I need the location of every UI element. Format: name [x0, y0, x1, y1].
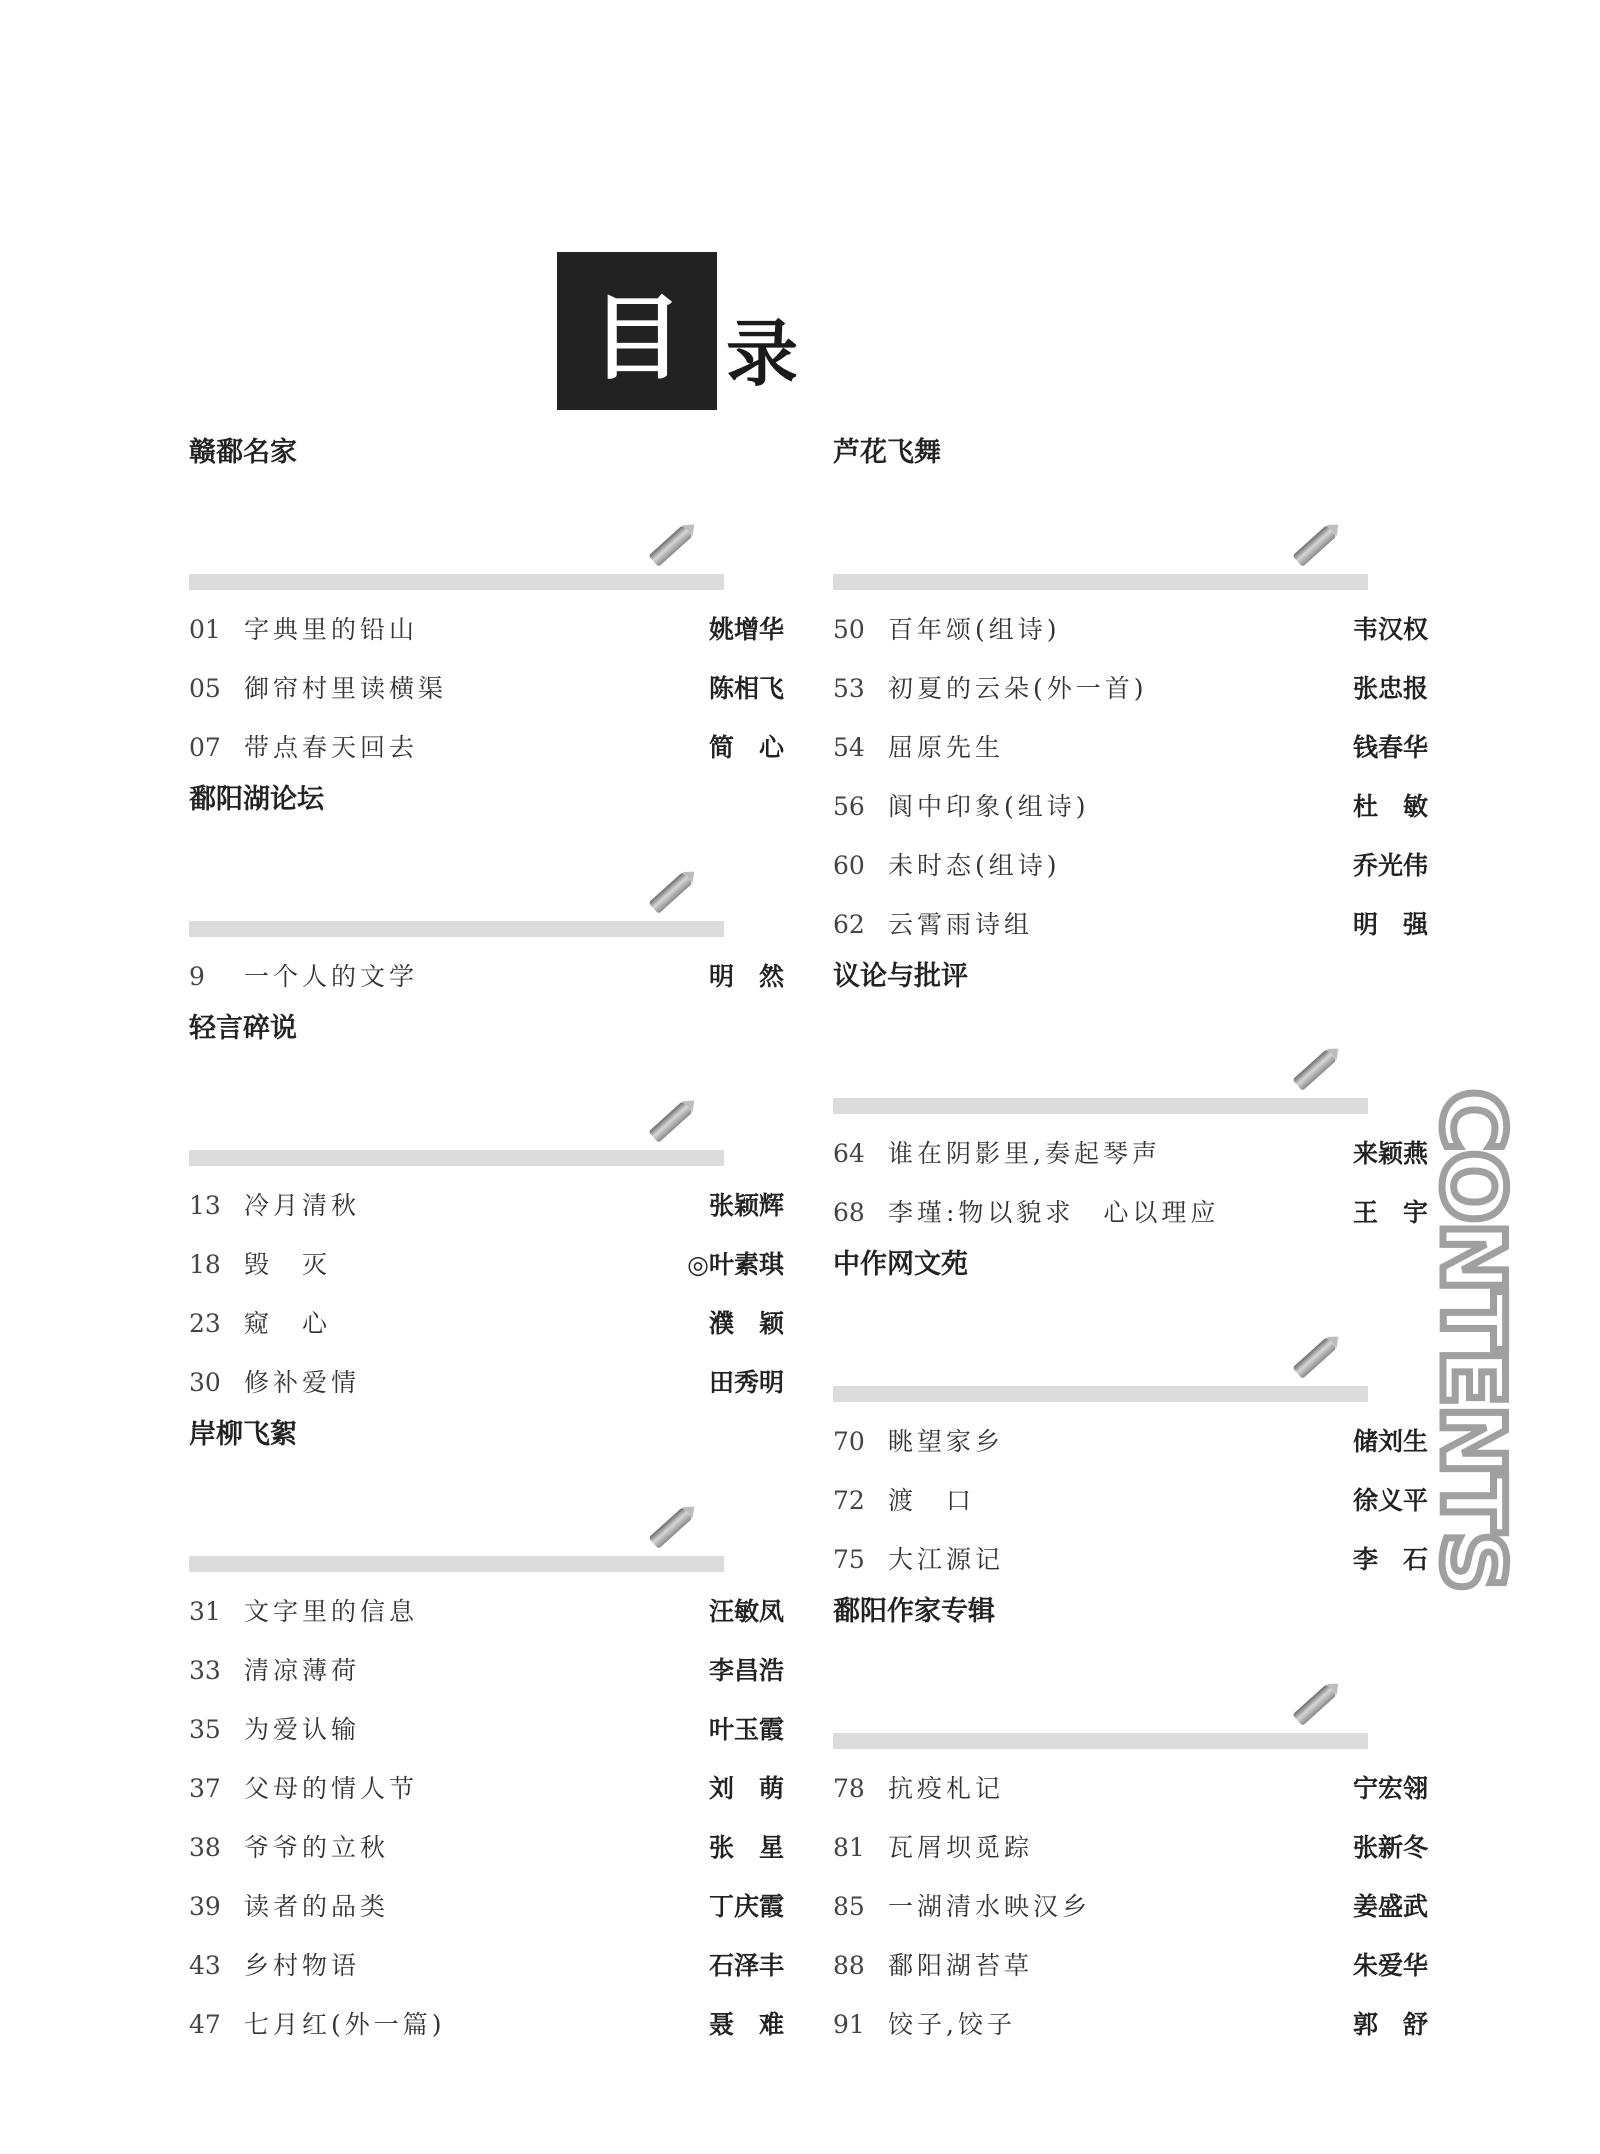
toc-entry[interactable] [189, 1936, 784, 1995]
page-number: 54 [833, 733, 865, 762]
article-title: 窥 心 [244, 1309, 332, 1338]
author-name: 储刘生 [1352, 1427, 1428, 1456]
section-divider [189, 1471, 784, 1576]
page-number: 85 [833, 1892, 865, 1921]
page-number: 37 [189, 1774, 221, 1803]
toc-entry[interactable] [833, 1124, 1428, 1183]
divider-bar [189, 574, 724, 590]
section-divider [833, 1648, 1428, 1753]
author-name: 宁宏翎 [1352, 1774, 1428, 1803]
author-name: 徐义平 [1352, 1486, 1428, 1515]
toc-entry[interactable] [189, 1235, 784, 1294]
author-name: 汪敏凤 [708, 1597, 784, 1626]
author-name: 石泽丰 [708, 1951, 784, 1980]
page-number: 33 [189, 1656, 221, 1685]
article-title: 大江源记 [888, 1545, 1005, 1574]
article-title: 眺望家乡 [888, 1427, 1005, 1456]
page-number: 07 [189, 733, 221, 762]
author-name: 郭 舒 [1352, 2010, 1428, 2039]
author-name: 刘 萌 [708, 1774, 784, 1803]
page-number: 72 [833, 1486, 865, 1515]
toc-entry[interactable] [189, 600, 784, 659]
toc-entry[interactable] [833, 1530, 1428, 1589]
article-title: 屈原先生 [888, 733, 1005, 762]
left-column [189, 430, 784, 2054]
article-title: 谁在阴影里,奏起琴声 [888, 1139, 1161, 1168]
toc-entry[interactable] [833, 718, 1428, 777]
toc-entry[interactable] [833, 1877, 1428, 1936]
author-name: 张颖辉 [708, 1191, 784, 1220]
article-title: 云霄雨诗组 [888, 910, 1034, 939]
right-column [833, 430, 1428, 2054]
article-title: 渡 口 [888, 1486, 976, 1515]
page-number: 43 [189, 1951, 221, 1980]
article-title: 爷爷的立秋 [244, 1833, 390, 1862]
section-divider [189, 836, 784, 941]
article-title: 鄱阳湖苔草 [888, 1951, 1034, 1980]
article-title: 初夏的云朵(外一首) [888, 674, 1148, 703]
section-title: 轻言碎说 [189, 1013, 297, 1044]
page-number: 38 [189, 1833, 221, 1862]
toc-entry[interactable] [833, 1818, 1428, 1877]
pencil-icon [648, 1101, 692, 1143]
toc-title-box [557, 252, 717, 410]
article-title: 饺子,饺子 [888, 2010, 1016, 2039]
pencil-icon [1292, 525, 1336, 567]
divider-bar [833, 574, 1368, 590]
page-number: 18 [189, 1250, 221, 1279]
article-title: 文字里的信息 [244, 1597, 419, 1626]
article-title: 冷月清秋 [244, 1191, 361, 1220]
toc-title-char-1: 目 [590, 285, 683, 392]
page-number: 91 [833, 2010, 865, 2039]
toc-entry[interactable] [833, 1936, 1428, 1995]
article-title: 带点春天回去 [244, 733, 419, 762]
article-title: 毁 灭 [244, 1250, 332, 1279]
page-number: 81 [833, 1833, 865, 1862]
section-title: 中作网文苑 [833, 1249, 968, 1280]
page-number: 35 [189, 1715, 221, 1744]
page-number: 70 [833, 1427, 865, 1456]
author-name: 乔光伟 [1352, 851, 1428, 880]
toc-entry[interactable] [833, 1471, 1428, 1530]
contents-word-text: CONTENTS [1422, 1088, 1522, 1592]
toc-entry[interactable] [833, 659, 1428, 718]
toc-entry[interactable] [189, 1818, 784, 1877]
author-name: 张 星 [708, 1833, 784, 1862]
author-name: 明 然 [708, 962, 784, 991]
toc-entry[interactable] [189, 659, 784, 718]
section-title: 议论与批评 [833, 961, 968, 992]
author-name: ◎叶素琪 [687, 1250, 784, 1279]
article-title: 瓦屑坝觅踪 [888, 1833, 1034, 1862]
contents-side-word [1422, 1040, 1522, 1640]
pencil-icon [1292, 1337, 1336, 1379]
author-name: 张忠报 [1352, 674, 1428, 703]
author-name: 明 强 [1352, 910, 1428, 939]
toc-entry[interactable] [833, 895, 1428, 954]
toc-entry[interactable] [189, 1759, 784, 1818]
section-title: 鄱阳作家专辑 [833, 1596, 995, 1627]
toc-entry[interactable] [189, 1995, 784, 2054]
page-number: 56 [833, 792, 865, 821]
toc-entry[interactable] [189, 1353, 784, 1412]
page-number: 23 [189, 1309, 221, 1338]
page-number: 05 [189, 674, 221, 703]
divider-bar [189, 1150, 724, 1166]
page-number: 62 [833, 910, 865, 939]
author-name: 杜 敏 [1352, 792, 1428, 821]
toc-title-char-2: 录 [726, 312, 799, 396]
toc-entry[interactable] [189, 1176, 784, 1235]
article-title: 为爱认输 [244, 1715, 361, 1744]
author-name: 陈相飞 [708, 674, 784, 703]
page-number: 47 [189, 2010, 221, 2039]
toc-entry[interactable] [189, 1700, 784, 1759]
article-title: 清凉薄荷 [244, 1656, 361, 1685]
toc-entry[interactable] [833, 836, 1428, 895]
toc-entry[interactable] [833, 600, 1428, 659]
article-title: 未时态(组诗) [888, 851, 1061, 880]
article-title: 阆中印象(组诗) [888, 792, 1090, 821]
divider-bar [833, 1098, 1368, 1114]
divider-bar [833, 1733, 1368, 1749]
toc-entry[interactable] [189, 1294, 784, 1353]
page-number: 75 [833, 1545, 865, 1574]
page-number: 68 [833, 1198, 865, 1227]
author-name: 简 心 [708, 733, 784, 762]
divider-bar [189, 921, 724, 937]
author-name: 王 宇 [1352, 1198, 1428, 1227]
page-number: 50 [833, 615, 865, 644]
author-name: 聂 难 [708, 2010, 784, 2039]
article-title: 百年颂(组诗) [888, 615, 1061, 644]
section-divider [189, 489, 784, 594]
author-name: 丁庆霞 [708, 1892, 784, 1921]
article-title: 读者的品类 [244, 1892, 390, 1921]
author-name: 姚增华 [708, 615, 784, 644]
section-divider [833, 1013, 1428, 1118]
article-title: 一湖清水映汉乡 [888, 1892, 1092, 1921]
toc-entry[interactable] [833, 777, 1428, 836]
author-name: 田秀明 [708, 1368, 784, 1397]
author-name: 来颖燕 [1352, 1139, 1428, 1168]
pencil-icon [648, 525, 692, 567]
page-number: 88 [833, 1951, 865, 1980]
toc-entry[interactable] [833, 1995, 1428, 2054]
page-number: 64 [833, 1139, 865, 1168]
page-number: 31 [189, 1597, 221, 1626]
page-number: 9 [189, 962, 205, 991]
divider-bar [833, 1386, 1368, 1402]
author-name: 朱爱华 [1352, 1951, 1428, 1980]
author-name: 李 石 [1352, 1545, 1428, 1574]
author-name: 钱春华 [1352, 733, 1428, 762]
author-name: 叶玉霞 [708, 1715, 784, 1744]
author-name: 张新冬 [1352, 1833, 1428, 1862]
author-name: 濮 颖 [708, 1309, 784, 1338]
article-title: 一个人的文学 [244, 962, 419, 991]
article-title: 父母的情人节 [244, 1774, 419, 1803]
page-number: 01 [189, 615, 221, 644]
section-title: 芦花飞舞 [833, 437, 941, 468]
section-divider [189, 1065, 784, 1170]
author-name: 姜盛武 [1352, 1892, 1428, 1921]
section-title: 赣鄱名家 [189, 437, 297, 468]
divider-bar [189, 1556, 724, 1572]
page-number: 30 [189, 1368, 221, 1397]
page-number: 78 [833, 1774, 865, 1803]
page-number: 60 [833, 851, 865, 880]
article-title: 乡村物语 [244, 1951, 361, 1980]
article-title: 修补爱情 [244, 1368, 361, 1397]
pencil-icon [648, 872, 692, 914]
section-divider [833, 1301, 1428, 1406]
toc-entry[interactable] [189, 1877, 784, 1936]
toc-entry[interactable] [833, 1412, 1428, 1471]
toc-entry[interactable] [189, 1641, 784, 1700]
page-number: 13 [189, 1191, 221, 1220]
pencil-icon [1292, 1049, 1336, 1091]
section-title: 鄱阳湖论坛 [189, 784, 324, 815]
page-number: 39 [189, 1892, 221, 1921]
toc-entry[interactable] [189, 1582, 784, 1641]
article-title: 字典里的铅山 [244, 615, 419, 644]
author-name: 韦汉权 [1352, 615, 1428, 644]
toc-entry[interactable] [833, 1183, 1428, 1242]
toc-entry[interactable] [833, 1759, 1428, 1818]
author-name: 李昌浩 [708, 1656, 784, 1685]
article-title: 七月红(外一篇) [244, 2010, 446, 2039]
section-divider [833, 489, 1428, 594]
toc-entry[interactable] [189, 947, 784, 1006]
pencil-icon [648, 1507, 692, 1549]
toc-entry[interactable] [189, 718, 784, 777]
pencil-icon [1292, 1684, 1336, 1726]
page-number: 53 [833, 674, 865, 703]
section-title: 岸柳飞絮 [189, 1419, 297, 1450]
article-title: 御帘村里读横渠 [244, 674, 448, 703]
article-title: 李瑾:物以貌求 心以理应 [888, 1198, 1220, 1227]
article-title: 抗疫札记 [888, 1774, 1005, 1803]
